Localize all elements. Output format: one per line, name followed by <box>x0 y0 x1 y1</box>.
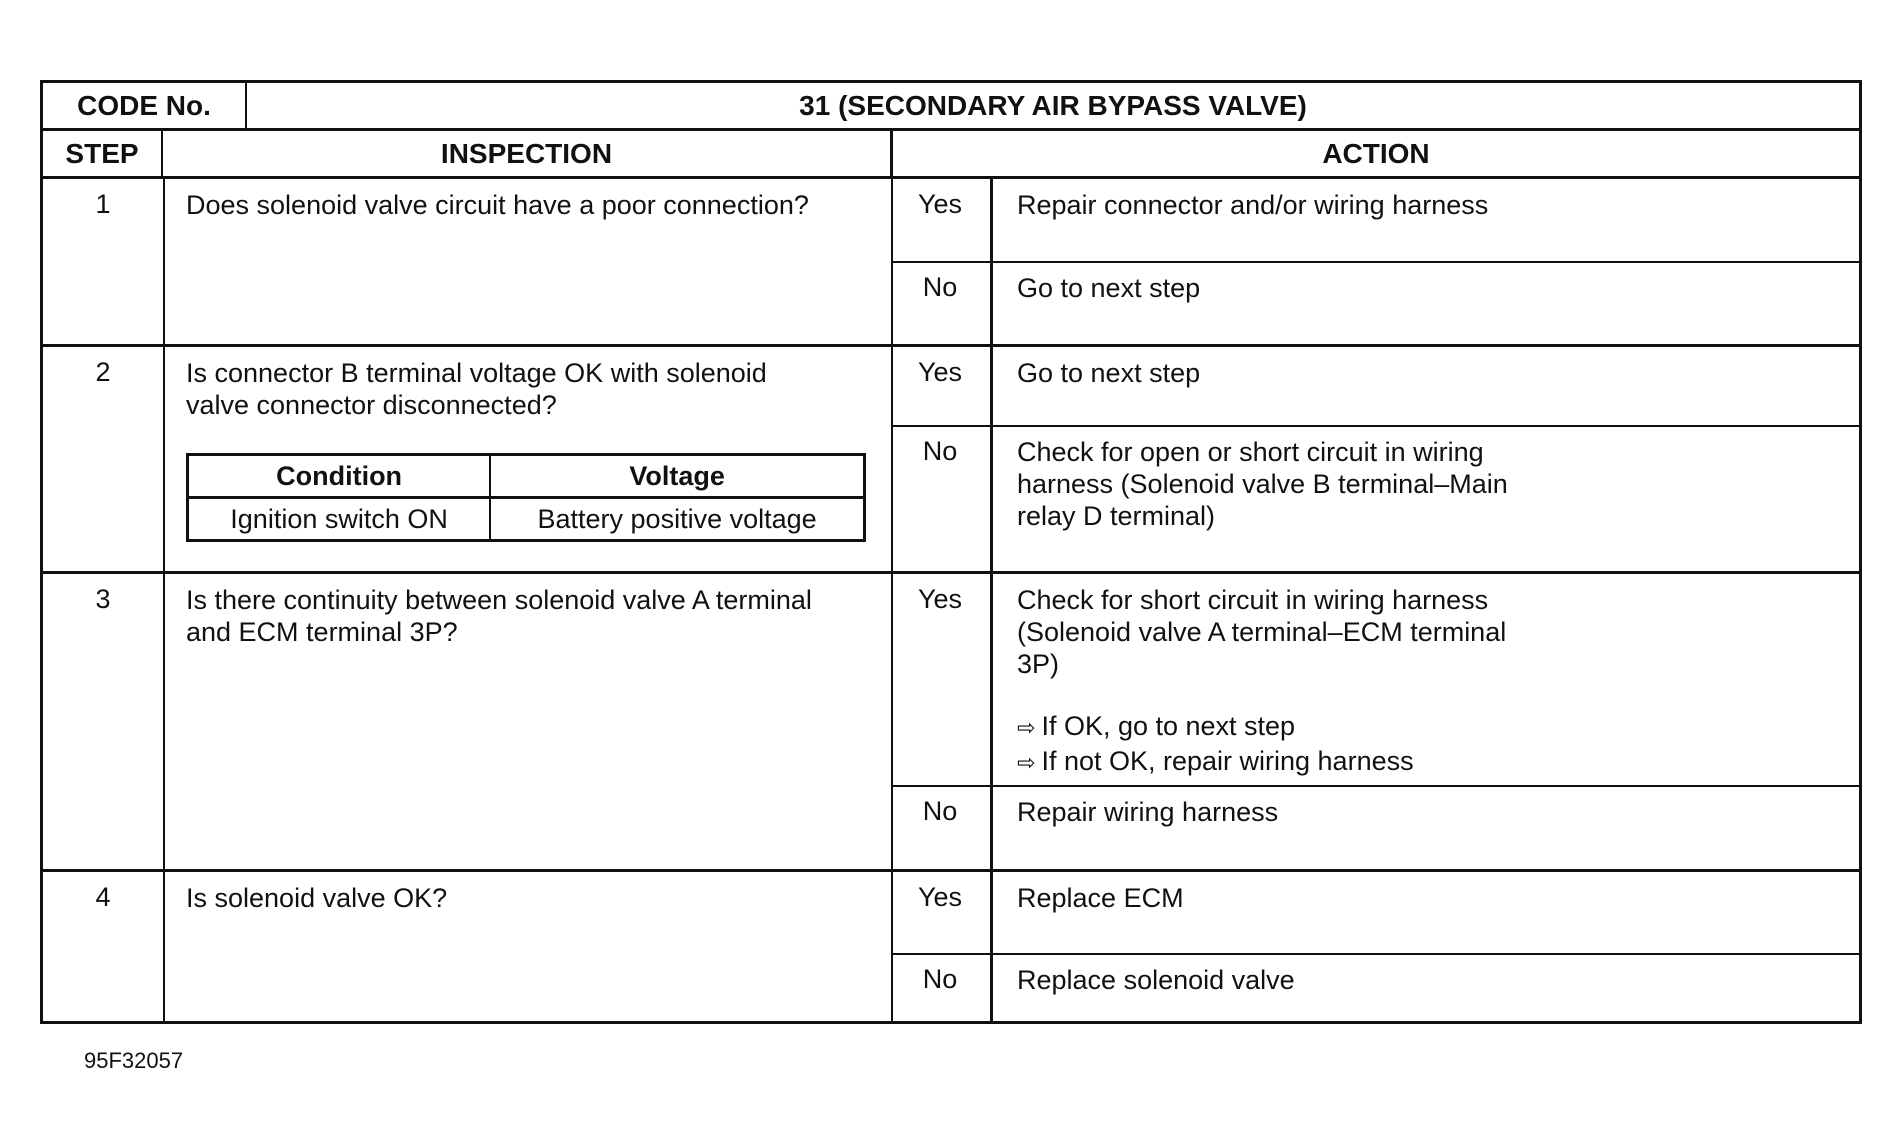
no-branch <box>43 954 1859 1024</box>
inspection-question: Does solenoid valve circuit have a poor connection? <box>186 190 809 220</box>
action-line <box>1017 710 1817 745</box>
code-label: CODE No. <box>43 83 247 128</box>
header-code-row <box>43 83 1859 131</box>
figure-reference: 95F32057 <box>84 1048 184 1073</box>
voltage-header: Voltage <box>490 455 864 498</box>
diagnostic-table <box>40 80 1862 1024</box>
yes-action: Go to next step <box>1017 358 1201 388</box>
action-line: harness (Solenoid valve B terminal–Main <box>1017 469 1508 499</box>
yes-branch <box>43 347 1859 426</box>
no-action <box>1017 436 1817 532</box>
step-number: 3 <box>95 584 111 614</box>
yes-action: Repair connector and/or wiring harness <box>1017 190 1489 220</box>
header-columns-row <box>43 131 1859 179</box>
right-arrow-icon: ⇨ <box>1017 716 1036 741</box>
no-label: No <box>922 436 958 466</box>
action-line <box>1017 745 1817 780</box>
step-number: 2 <box>95 357 111 387</box>
no-label: No <box>922 964 958 994</box>
condition-cell: Ignition switch ON <box>188 498 491 541</box>
yes-branch <box>43 179 1859 262</box>
action-column-header: ACTION <box>1322 137 1430 169</box>
voltage-cell: Battery positive voltage <box>490 498 864 541</box>
step-column-header: STEP <box>43 131 163 176</box>
no-label: No <box>922 272 958 302</box>
no-label: No <box>922 796 958 826</box>
action-line: relay D terminal) <box>1017 501 1216 531</box>
action-subline: If OK, go to next step <box>1041 711 1296 741</box>
no-branch <box>43 262 1859 347</box>
action-line: 3P) <box>1017 649 1060 679</box>
step-number: 1 <box>95 189 111 219</box>
yes-action: Replace ECM <box>1017 883 1184 913</box>
step-row-2 <box>43 347 1859 574</box>
yes-action <box>1017 584 1817 780</box>
step-row-4 <box>43 872 1859 1024</box>
step-row-3 <box>43 574 1859 872</box>
code-title: 31 (SECONDARY AIR BYPASS VALVE) <box>799 89 1307 121</box>
yes-branch <box>43 872 1859 954</box>
no-action: Repair wiring harness <box>1017 797 1279 827</box>
inspection-question: Is solenoid valve OK? <box>186 883 448 913</box>
no-action: Go to next step <box>1017 273 1201 303</box>
right-arrow-icon: ⇨ <box>1017 751 1036 776</box>
action-line: (Solenoid valve A terminal–ECM terminal <box>1017 617 1507 647</box>
no-branch <box>43 786 1859 872</box>
question-line: Is there continuity between solenoid valve A terminal <box>186 585 812 615</box>
question-line: and ECM terminal 3P? <box>186 617 458 647</box>
no-action: Replace solenoid valve <box>1017 965 1295 995</box>
question-line: valve connector disconnected? <box>186 390 557 420</box>
condition-header: Condition <box>188 455 491 498</box>
yes-label: Yes <box>917 189 963 219</box>
yes-branch <box>43 574 1859 786</box>
no-branch <box>43 426 1859 574</box>
action-line: Check for open or short circuit in wiring <box>1017 437 1484 467</box>
step-number: 4 <box>95 882 111 912</box>
action-line: Check for short circuit in wiring harness <box>1017 585 1489 615</box>
spacer <box>1017 680 1817 710</box>
action-subline: If not OK, repair wiring harness <box>1041 746 1414 776</box>
question-line: Is connector B terminal voltage OK with solenoid <box>186 358 767 388</box>
step-row-1 <box>43 179 1859 347</box>
yes-label: Yes <box>917 882 963 912</box>
yes-label: Yes <box>917 357 963 387</box>
inspection-column-header: INSPECTION <box>163 131 893 176</box>
yes-label: Yes <box>917 584 963 614</box>
